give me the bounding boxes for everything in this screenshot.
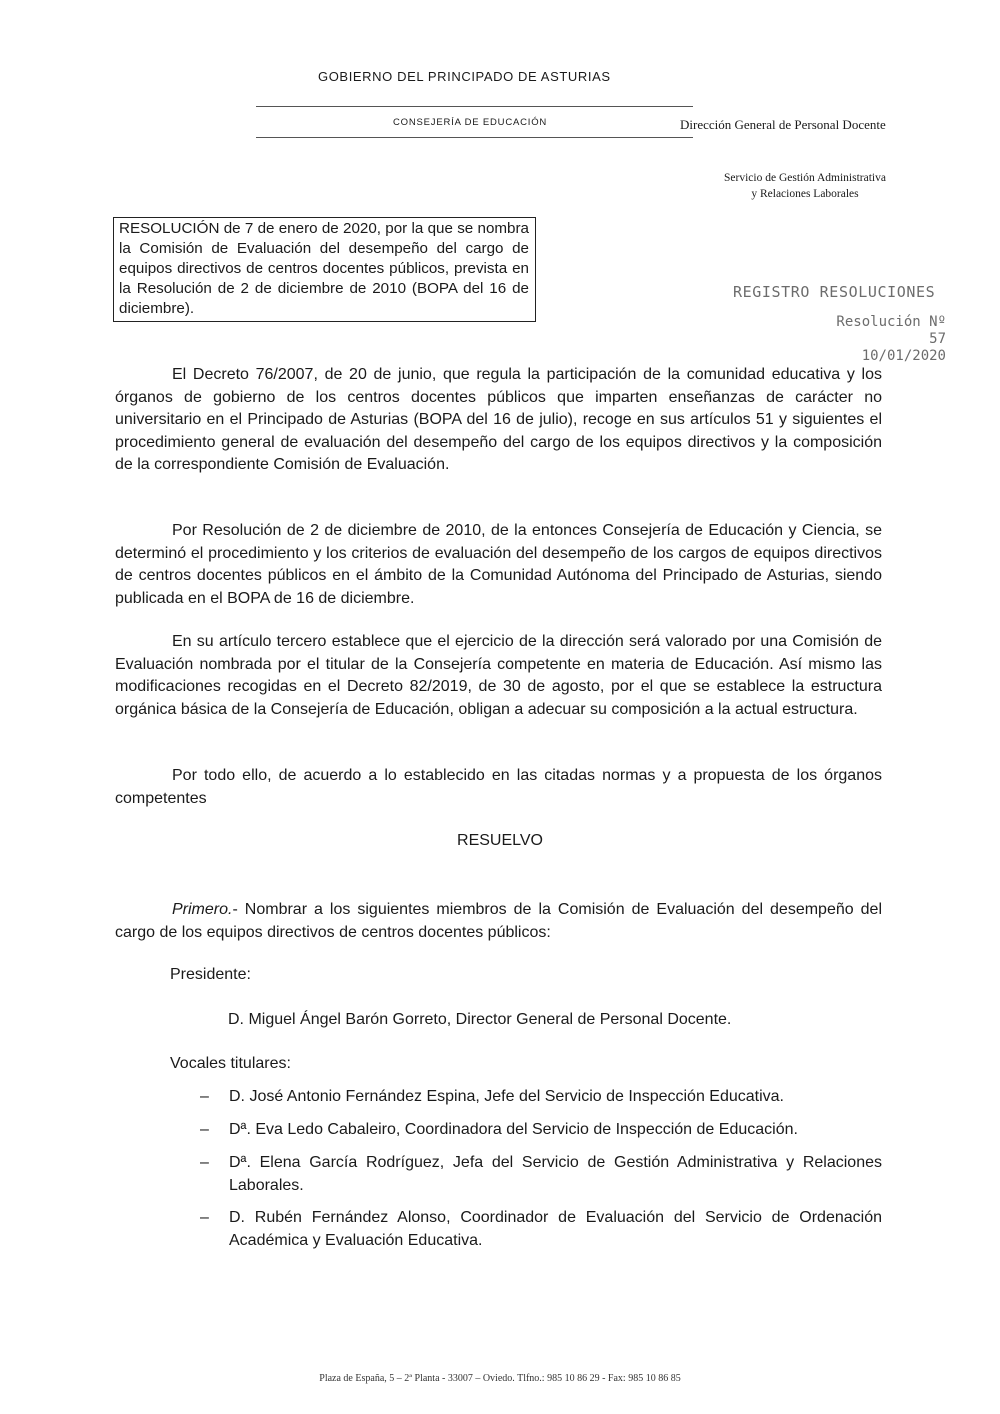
- header-bottom-rule: [256, 137, 693, 138]
- vocal-item: [200, 1207, 882, 1252]
- resolution-title-box: RESOLUCIÓN de 7 de enero de 2020, por la que se nombra la Comisión de Evaluación del desempeño del cargo de equipos directivos de centros docentes públicos, prevista en la Resolución de 2 de diciembre de 2010 (BOPA del 16 de diciembre).: [113, 217, 536, 322]
- president-label: Presidente:: [170, 966, 251, 983]
- registry-stamp: REGISTRO RESOLUCIONES: [733, 283, 936, 301]
- department-name: CONSEJERÍA DE EDUCACIÓN: [393, 117, 548, 128]
- service-name: [700, 170, 910, 202]
- resolution-number-stamp: [822, 314, 946, 365]
- paragraph-resolution-2010: Por Resolución de 2 de diciembre de 2010, de la entonces Consejería de Educación y Ciencia, se determinó el procedimiento y los criterios de evaluación del desempeño de los cargos de equipos directivos de centros docentes públicos en el ámbito de la Comunidad Autónoma del Principado de Asturias, siendo publicada en el BOPA de 16 de diciembre.: [115, 522, 882, 607]
- vocal-text: Dª. Eva Ledo Cabaleiro, Coordinadora del Servicio de Inspección de Educación.: [229, 1121, 798, 1138]
- first-article-text: - Nombrar a los siguientes miembros de la Comisión de Evaluación del desempeño del cargo de los equipos directivos de centros docentes públicos:: [115, 901, 882, 941]
- list-dash: –: [200, 1209, 209, 1226]
- service-line-2: y Relaciones Laborales: [751, 188, 859, 200]
- footer-address: Plaza de España, 5 – 2ª Planta - 33007 – Oviedo. Tlfno.: 985 10 86 29 - Fax: 985 10 86 85: [319, 1373, 681, 1384]
- list-dash: –: [200, 1088, 209, 1105]
- vocal-item: [200, 1119, 882, 1142]
- vocal-text: D. Rubén Fernández Alonso, Coordinador de Evaluación del Servicio de Ordenación Académica y Evaluación Educativa.: [229, 1209, 882, 1249]
- first-article: [115, 899, 882, 944]
- president-name: D. Miguel Ángel Barón Gorreto, Director General de Personal Docente.: [228, 1011, 732, 1028]
- first-article-label: Primero.: [172, 901, 233, 918]
- paragraph-article-third: En su artículo tercero establece que el ejercicio de la dirección será valorado por una Comisión de Evaluación nombrada por el titular de la Consejería competente en materia de Educación. Así mismo las modificaciones recogidas en el Decreto 82/2019, de 30 de agosto, por el que se establece la estructura orgánica básica de la Consejería de Educación, obligan a adecuar su composición a la actual estructura.: [115, 633, 882, 718]
- vocal-item: [200, 1152, 882, 1197]
- service-line-1: Servicio de Gestión Administrativa: [724, 172, 886, 184]
- vocal-item: [200, 1086, 882, 1109]
- header-top-rule: [256, 106, 693, 107]
- paragraph-decree: El Decreto 76/2007, de 20 de junio, que regula la participación de la comunidad educativa y los órganos de gobierno de los centros docentes públicos que imparten enseñanzas de carácter no universitario en el Principado de Asturias (BOPA del 16 de julio), recoge en sus artículos 51 y siguientes el procedimiento general de evaluación del desempeño del cargo de los equipos directivos y la composición de la correspondiente Comisión de Evaluación.: [115, 366, 882, 473]
- vocales-label: Vocales titulares:: [170, 1055, 291, 1072]
- government-title: GOBIERNO DEL PRINCIPADO DE ASTURIAS: [318, 69, 611, 84]
- vocal-text: Dª. Elena García Rodríguez, Jefa del Servicio de Gestión Administrativa y Relaciones Laborales.: [229, 1154, 882, 1194]
- resolution-date: 10/01/2020: [861, 348, 946, 364]
- list-dash: –: [200, 1121, 209, 1138]
- vocal-text: D. José Antonio Fernández Espina, Jefe del Servicio de Inspección Educativa.: [229, 1088, 784, 1105]
- list-dash: –: [200, 1154, 209, 1171]
- directorate-name: Dirección General de Personal Docente: [680, 117, 886, 132]
- resolve-heading: RESUELVO: [457, 832, 543, 849]
- paragraph-conclusion: Por todo ello, de acuerdo a lo establecido en las citadas normas y a propuesta de los órganos competentes: [115, 767, 882, 807]
- resolution-number: Resolución Nº 57: [836, 314, 946, 347]
